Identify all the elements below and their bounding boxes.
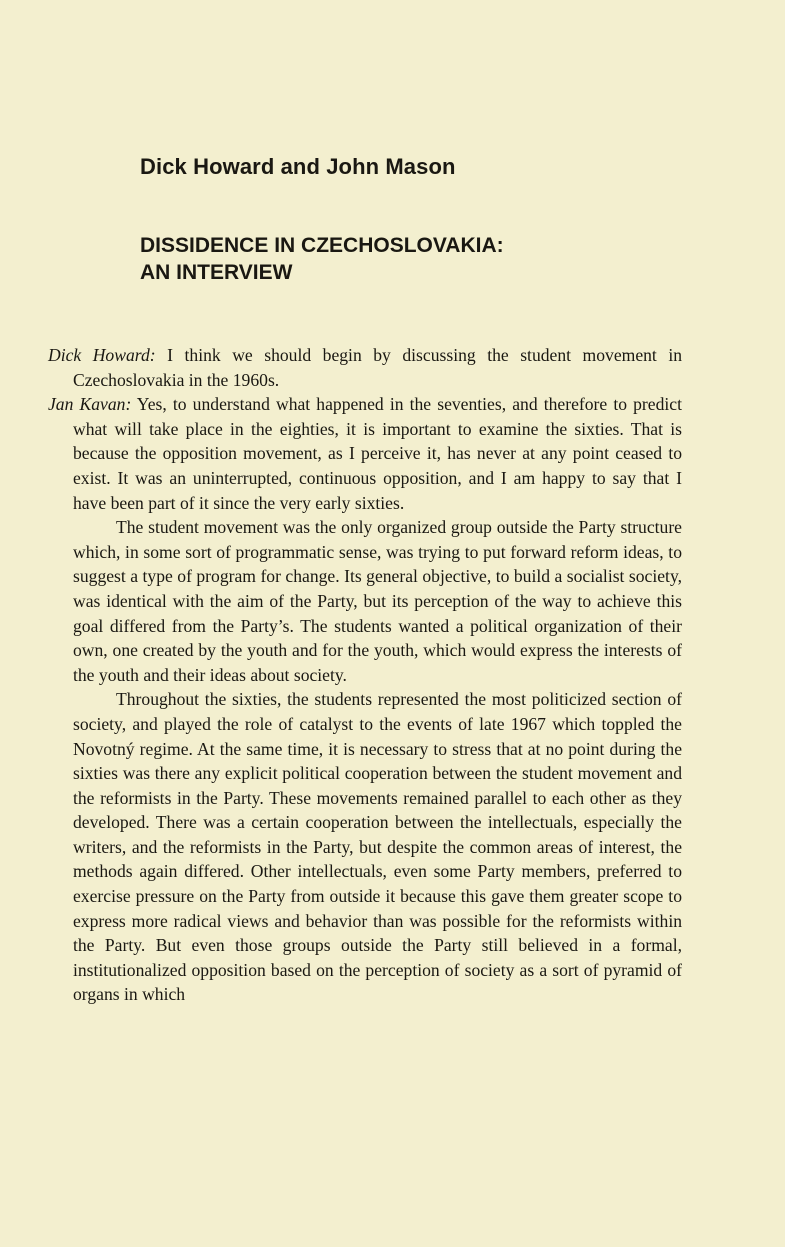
chapter-author: Dick Howard and John Mason: [140, 154, 456, 179]
paragraph-howard-question: [48, 343, 682, 392]
speaker-name: Jan Kavan:: [48, 394, 132, 415]
chapter-title: [140, 232, 504, 286]
paragraph-kavan-answer: [48, 392, 682, 515]
chapter-title-line-2: AN INTERVIEW: [140, 261, 293, 284]
paragraph-text: Yes, to understand what happened in the seventies, and therefore to predict what will take place in the eighties, it is important to examine the sixties. That is because the opposition movement, as I perceive it, has never at any point ceased to exist. It was an uninterrupted, continuous opposition, and I am happy to say that I have been part of it since the very early sixties.: [73, 394, 682, 513]
chapter-body: [48, 343, 682, 1007]
paragraph-sixties: Throughout the sixties, the students represented the most politicized section of society, and played the role of catalyst to the events of late 1967 which toppled the Novotný regime. At the same time, it is necessary to stress that at no point during the sixties was there any explicit political cooperation between the student movement and the reformists in the Party. These movements remained parallel to each other as they developed. There was a certain cooperation between the intellectuals, especially the writers, and the reformists in the Party, but despite the common areas of interest, the methods again differed. Other intellectuals, even some Party members, preferred to exercise pressure on the Party from outside it because this gave them greater scope to express more radical views and behavior than was possible for the reformists within the Party. But even those groups outside the Party still believed in a formal, institutionalized opposition based on the perception of society as a sort of pyramid of organs in which: [73, 689, 682, 1005]
paragraph-student-movement: The student movement was the only organized group outside the Party structure which, in some sort of programmatic sense, was trying to put forward reform ideas, to suggest a type of program for change. Its general objective, to build a socialist society, was identical with the aim of the Party, but its perception of the way to achieve this goal differed from the Party’s. The students wanted a political organization of their own, one created by the youth and for the youth, which would express the interests of the youth and their ideas about society.: [73, 517, 682, 685]
paragraph-text: I think we should begin by discussing the student movement in Czechoslovakia in the 1960s.: [73, 345, 683, 390]
chapter-title-line-1: DISSIDENCE IN CZECHOSLOVAKIA:: [140, 234, 504, 257]
speaker-name: Dick Howard:: [48, 345, 156, 365]
